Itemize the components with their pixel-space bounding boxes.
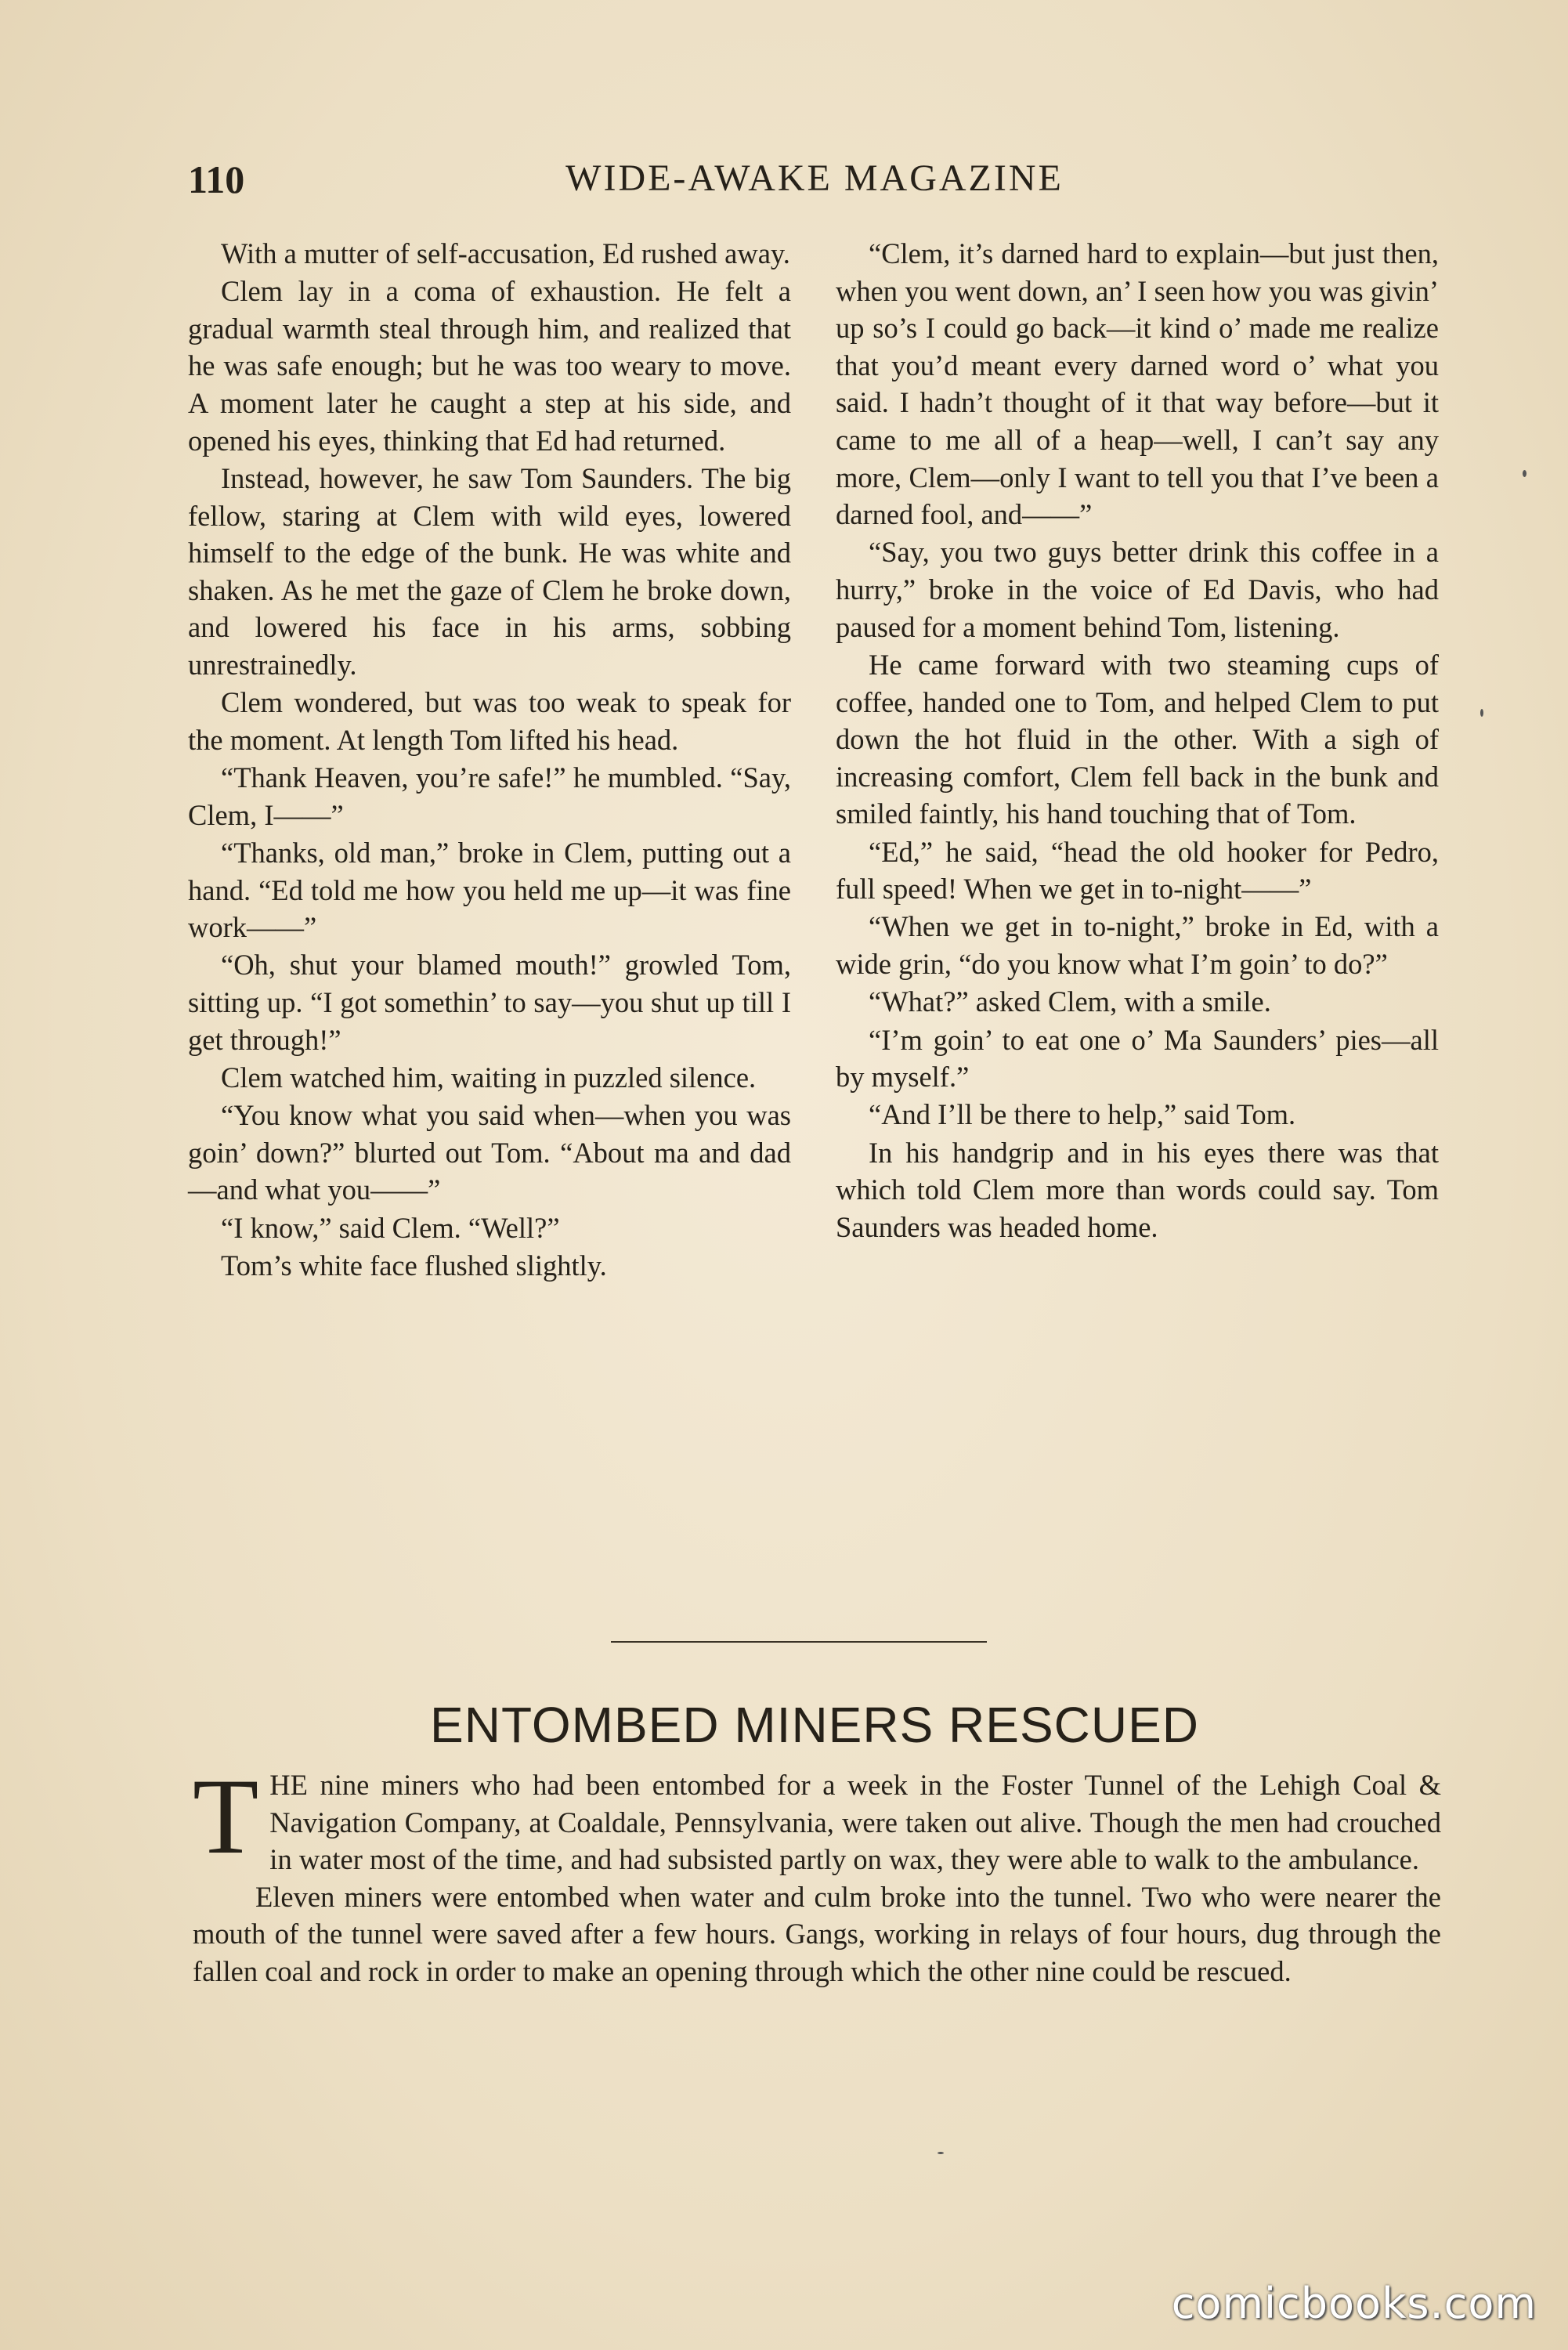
scan-speck: [1480, 709, 1483, 717]
running-head: WIDE-AWAKE MAGAZINE: [565, 157, 1064, 199]
story-paragraph: “You know what you said when—when you was goin’ down?” blurted out Tom. “About ma and dad—and what you——”: [188, 1099, 791, 1206]
story-paragraph: Tom’s white face flushed slightly.: [221, 1249, 607, 1282]
story-paragraph: Clem lay in a coma of exhaustion. He felt a gradual warmth steal through him, and realized that he was safe enough; but he was too weary to move. A moment later he caught a step at his side, and opened his eyes, thinking that Ed had returned.: [188, 275, 791, 457]
watermark: comicbooks.com: [1171, 2279, 1537, 2328]
article-title: ENTOMBED MINERS RESCUED: [430, 1697, 1199, 1753]
story-paragraph: He came forward with two steaming cups of coffee, handed one to Tom, and helped Clem to put down the hot fluid in the other. With a sigh of increasing comfort, Clem fell back in the bunk and smiled faintly, his hand touching that of Tom.: [836, 648, 1439, 830]
article-body: [193, 1756, 1441, 1990]
story-column-right: [836, 235, 1439, 1246]
story-paragraph: “And I’ll be there to help,” said Tom.: [869, 1098, 1296, 1131]
page-number: 110: [188, 157, 245, 201]
article-paragraph-text: HE nine miners who had been entombed for a week in the Foster Tunnel of the Lehigh Coal & Navigation Company, at Coaldale, Pennsylvania, were taken out alive. Though the men had crouched in water most of the time, and had subsisted partly on wax, they were able to walk to the ambulance.: [269, 1769, 1441, 1876]
story-paragraph: “I’m goin’ to eat one o’ Ma Saunders’ pies—all by myself.”: [836, 1023, 1439, 1094]
story-paragraph: Instead, however, he saw Tom Saunders. The big fellow, staring at Clem with wild eyes, lowered himself to the edge of the bunk. He was white and shaken. As he met the gaze of Clem he broke down, and lowered his face in his arms, sobbing unrestrainedly.: [188, 461, 791, 681]
story-paragraph: “Thanks, old man,” broke in Clem, putting out a hand. “Ed told me how you held me up—it was fine work——”: [188, 836, 791, 944]
story-paragraph: “Say, you two guys better drink this coffee in a hurry,” broke in the voice of Ed Davis, who had paused for a moment behind Tom, listening.: [836, 536, 1439, 643]
section-divider: [611, 1641, 987, 1643]
story-paragraph: “Oh, shut your blamed mouth!” growled Tom, sitting up. “I got somethin’ to say—you shut up till I get through!”: [188, 949, 791, 1056]
story-paragraph: “What?” asked Clem, with a smile.: [869, 985, 1271, 1018]
page-header: [188, 157, 1441, 219]
drop-cap: T: [193, 1756, 259, 1876]
story-paragraph: With a mutter of self-accusation, Ed rushed away.: [221, 237, 790, 269]
story-paragraph: In his handgrip and in his eyes there was that which told Clem more than words could say. Tom Saunders was headed home.: [836, 1136, 1439, 1243]
story-column-left: [188, 235, 791, 1285]
scan-speck: [938, 2152, 944, 2154]
scan-speck: [1523, 470, 1526, 477]
story-paragraph: “Ed,” he said, “head the old hooker for Pedro, full speed! When we get in to-night——”: [836, 835, 1439, 906]
story-paragraph: “Thank Heaven, you’re safe!” he mumbled. “Say, Clem, I——”: [188, 761, 791, 831]
story-paragraph: “I know,” said Clem. “Well?”: [221, 1211, 560, 1244]
story-paragraph: Clem watched him, waiting in puzzled silence.: [221, 1061, 757, 1094]
article-paragraph: Eleven miners were entombed when water and culm broke into the tunnel. Two who were nearer the mouth of the tunnel were saved after a few hours. Gangs, working in relays of four hours, dug through the fallen coal and rock in order to make an opening through which the other nine could be rescued.: [193, 1880, 1441, 1987]
story-paragraph: Clem wondered, but was too weak to speak for the moment. At length Tom lifted his head.: [188, 686, 791, 756]
story-paragraph: “When we get in to-night,” broke in Ed, with a wide grin, “do you know what I’m goin’ to do?”: [836, 910, 1439, 981]
story-paragraph: “Clem, it’s darned hard to explain—but just then, when you went down, an’ I seen how you was givin’ up so’s I could go back—it kind o’ made me realize that you’d meant every darned word o’ what you said. I hadn’t thought of it that way before—but it came to me all of a heap—well, I can’t say any more, Clem—only I want to tell you that I’ve been a darned fool, and——”: [836, 237, 1439, 531]
article-paragraph: [193, 1756, 1441, 1878]
